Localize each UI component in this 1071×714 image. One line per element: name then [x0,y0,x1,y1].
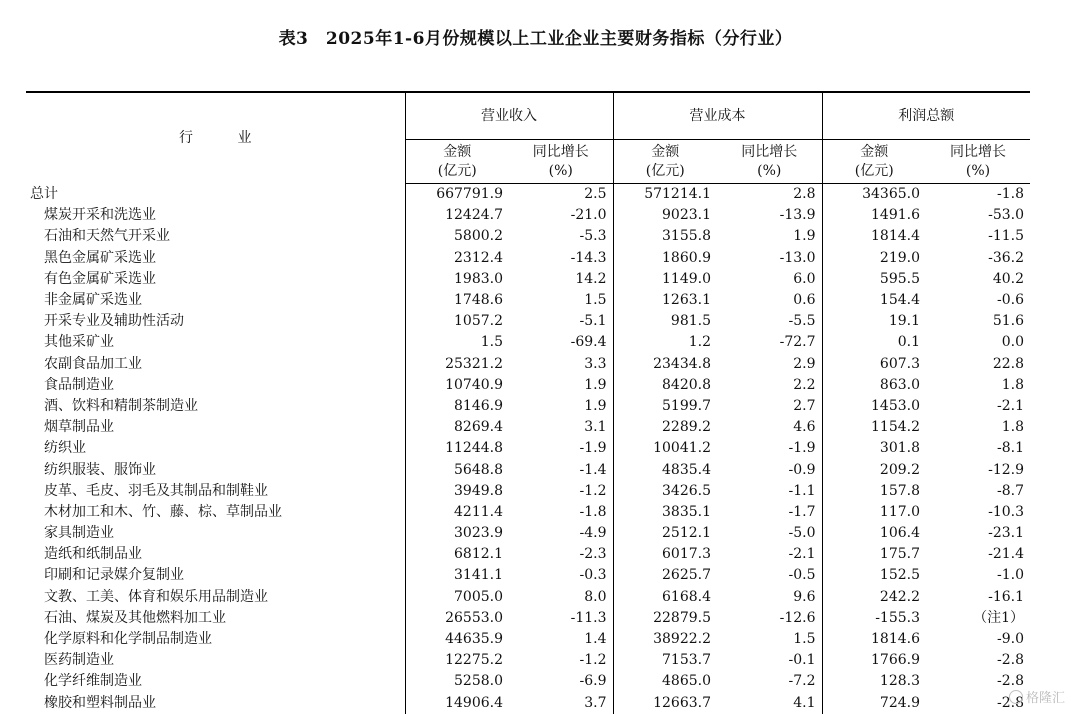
table-row [26,544,1030,565]
revenue-amount-cell: 3141.1 [405,565,509,586]
cost-amount-cell: 2512.1 [613,523,717,544]
profit-growth-cell: -2.1 [997,397,1024,414]
table-title: 表3 2025年1-6月份规模以上工业企业主要财务指标（分行业） [278,29,793,49]
revenue-amount-cell: 2312.4 [405,248,509,269]
profit-amount-cell: 607.3 [822,354,926,375]
revenue-growth-cell: -1.4 [579,461,607,478]
cost-growth-cell: 2.8 [793,186,816,203]
table-row [26,396,1030,417]
industry-name-cell: 总计 [30,185,58,202]
industry-name-cell: 皮革、毛皮、羽毛及其制品和制鞋业 [44,482,268,499]
industry-name-cell: 开采专业及辅助性活动 [44,313,184,330]
profit-amount-cell: 106.4 [822,523,926,544]
table-row [26,375,1030,396]
revenue-amount-cell: 1.5 [405,332,509,353]
revenue-growth-cell: 1.4 [584,631,607,648]
revenue-growth-cell: -1.8 [579,503,607,520]
cost-growth-cell: -5.5 [788,313,816,330]
table-row [26,205,1030,226]
revenue-amount-cell: 5800.2 [405,226,509,247]
industry-name-cell: 化学原料和化学制品制造业 [44,631,212,648]
revenue-growth-header: 同比增长 (%) [509,140,613,184]
cost-amount-cell: 571214.1 [613,184,717,206]
industry-name-cell: 酒、饮料和精制茶制造业 [44,397,198,414]
revenue-growth-cell: -5.3 [579,228,607,245]
industry-name-cell: 食品制造业 [44,376,114,393]
industry-name-cell: 橡胶和塑料制品业 [44,694,156,711]
revenue-amount-cell: 26553.0 [405,608,509,629]
cost-amount-cell: 1263.1 [613,290,717,311]
cost-growth-cell: -13.0 [779,249,816,266]
revenue-growth-cell: -1.2 [579,482,607,499]
cost-amount-cell: 3426.5 [613,481,717,502]
revenue-amount-cell: 3949.8 [405,481,509,502]
profit-growth-cell: 1.8 [1001,419,1024,436]
profit-amount-cell: 1814.4 [822,226,926,247]
revenue-growth-cell: -2.3 [579,546,607,563]
table-row [26,269,1030,290]
cost-growth-cell: 0.6 [793,292,816,309]
table-row [26,523,1030,544]
cost-growth-cell: -1.1 [788,482,816,499]
profit-growth-cell: 1.8 [1001,376,1024,393]
cost-growth-cell: 6.0 [793,270,816,287]
cost-growth-cell: 2.7 [793,397,816,414]
revenue-growth-cell: -5.1 [579,313,607,330]
revenue-growth-cell: -0.3 [579,567,607,584]
industry-name-cell: 造纸和纸制品业 [44,546,142,563]
revenue-growth-cell: 14.2 [575,270,607,287]
revenue-amount-cell: 3023.9 [405,523,509,544]
revenue-growth-cell: -6.9 [579,673,607,690]
cost-amount-cell: 8420.8 [613,375,717,396]
profit-amount-cell: 19.1 [822,311,926,332]
cost-growth-cell: -0.1 [788,652,816,669]
profit-growth-cell: -21.4 [988,546,1024,563]
industry-name-cell: 其他采矿业 [44,334,114,351]
profit-growth-cell: -2.8 [997,694,1024,711]
revenue-growth-cell: -11.3 [570,609,607,626]
profit-amount-cell: 724.9 [822,693,926,714]
revenue-growth-cell: -14.3 [570,249,607,266]
cost-growth-cell: 1.5 [793,631,816,648]
cost-growth-cell: -13.9 [779,207,816,224]
revenue-amount-cell: 44635.9 [405,629,509,650]
profit-amount-cell: 1154.2 [822,417,926,438]
cost-amount-cell: 1149.0 [613,269,717,290]
industry-column-header: 行 业 [26,92,405,184]
cost-amount-cell: 4865.0 [613,671,717,692]
profit-growth-cell: -0.6 [997,292,1024,309]
table-row [26,226,1030,247]
cost-amount-cell: 7153.7 [613,650,717,671]
revenue-growth-cell: 1.9 [584,376,607,393]
cost-growth-cell: 2.9 [793,355,816,372]
profit-amount-cell: 1814.6 [822,629,926,650]
industry-name-cell: 石油和天然气开采业 [44,228,170,245]
cost-growth-cell: -1.9 [788,440,816,457]
table-row [26,502,1030,523]
profit-amount-cell: 1766.9 [822,650,926,671]
cost-amount-cell: 1860.9 [613,248,717,269]
cost-amount-cell: 22879.5 [613,608,717,629]
profit-amount-header: 金额 (亿元) [822,140,926,184]
cost-amount-header: 金额 (亿元) [613,140,717,184]
cost-amount-cell: 6168.4 [613,587,717,608]
cost-group-header: 营业成本 [613,92,822,140]
table-row [26,417,1030,438]
profit-amount-cell: 1491.6 [822,205,926,226]
revenue-growth-cell: -1.9 [579,440,607,457]
table-row [26,671,1030,692]
revenue-amount-cell: 14906.4 [405,693,509,714]
profit-growth-cell: 0.0 [1001,334,1024,351]
cost-growth-cell: -5.0 [788,525,816,542]
revenue-amount-cell: 1983.0 [405,269,509,290]
industry-name-cell: 医药制造业 [44,652,114,669]
profit-amount-cell: 209.2 [822,459,926,480]
revenue-amount-cell: 8269.4 [405,417,509,438]
table-row [26,650,1030,671]
revenue-amount-cell: 667791.9 [405,184,509,206]
financial-indicators-table [26,91,1030,714]
table-row [26,290,1030,311]
industry-name-cell: 烟草制品业 [44,419,114,436]
profit-growth-cell: -10.3 [988,503,1024,520]
profit-growth-cell: -11.5 [988,228,1024,245]
revenue-growth-cell: 3.3 [584,355,607,372]
profit-growth-cell: -1.0 [997,567,1024,584]
profit-growth-cell: 51.6 [992,313,1024,330]
cost-growth-cell: -12.6 [779,609,816,626]
table-body [26,184,1030,714]
revenue-growth-cell: 3.1 [584,419,607,436]
profit-growth-cell: -8.7 [997,482,1024,499]
revenue-group-header: 营业收入 [405,92,613,140]
table-row-total [26,184,1030,206]
profit-growth-cell: -8.1 [997,440,1024,457]
cost-growth-cell: -7.2 [788,673,816,690]
revenue-growth-cell: 1.9 [584,397,607,414]
cost-growth-cell: 2.2 [793,376,816,393]
profit-amount-cell: 863.0 [822,375,926,396]
revenue-growth-cell: 3.7 [584,694,607,711]
revenue-amount-cell: 5648.8 [405,459,509,480]
revenue-amount-cell: 6812.1 [405,544,509,565]
profit-group-header: 利润总额 [822,92,1030,140]
industry-name-cell: 化学纤维制造业 [44,673,142,690]
profit-amount-cell: 1453.0 [822,396,926,417]
table-row [26,332,1030,353]
profit-amount-cell: 595.5 [822,269,926,290]
revenue-amount-cell: 25321.2 [405,354,509,375]
revenue-growth-cell: -69.4 [570,334,607,351]
industry-name-cell: 印刷和记录媒介复制业 [44,567,184,584]
profit-growth-cell: -2.8 [997,673,1024,690]
revenue-growth-cell: -21.0 [570,207,607,224]
revenue-amount-header: 金额 (亿元) [405,140,509,184]
profit-growth-cell: -36.2 [988,249,1024,266]
cost-amount-cell: 1.2 [613,332,717,353]
profit-growth-cell: -2.8 [997,652,1024,669]
profit-growth-cell: -53.0 [988,207,1024,224]
profit-amount-cell: 128.3 [822,671,926,692]
table-row [26,565,1030,586]
cost-amount-cell: 2289.2 [613,417,717,438]
industry-name-cell: 煤炭开采和洗选业 [44,207,156,224]
revenue-growth-cell: 1.5 [584,292,607,309]
profit-growth-cell: （注1） [973,609,1024,626]
revenue-amount-cell: 12424.7 [405,205,509,226]
table-row [26,587,1030,608]
cost-growth-cell: -72.7 [779,334,816,351]
watermark-text: 格隆汇 [1025,691,1065,706]
revenue-amount-cell: 1748.6 [405,290,509,311]
revenue-amount-cell: 10740.9 [405,375,509,396]
profit-amount-cell: 301.8 [822,438,926,459]
revenue-amount-cell: 4211.4 [405,502,509,523]
revenue-amount-cell: 8146.9 [405,396,509,417]
table-row [26,693,1030,714]
profit-amount-cell: -155.3 [822,608,926,629]
industry-name-cell: 有色金属矿采选业 [44,270,156,287]
cost-amount-cell: 12663.7 [613,693,717,714]
profit-growth-cell: -16.1 [988,588,1024,605]
profit-growth-cell: -12.9 [988,461,1024,478]
cost-growth-header: 同比增长 (%) [717,140,822,184]
cost-amount-cell: 38922.2 [613,629,717,650]
cost-amount-cell: 2625.7 [613,565,717,586]
industry-name-cell: 黑色金属矿采选业 [44,249,156,266]
profit-amount-cell: 34365.0 [822,184,926,206]
revenue-growth-cell: -4.9 [579,525,607,542]
profit-growth-cell: 22.8 [992,355,1024,372]
revenue-growth-cell: 8.0 [584,588,607,605]
profit-amount-cell: 154.4 [822,290,926,311]
profit-growth-cell: -1.8 [997,186,1024,203]
profit-amount-cell: 152.5 [822,565,926,586]
cost-growth-cell: -0.9 [788,461,816,478]
profit-amount-cell: 117.0 [822,502,926,523]
industry-name-cell: 纺织业 [44,440,86,457]
profit-growth-cell: -23.1 [988,525,1024,542]
cost-growth-cell: 4.1 [793,694,816,711]
industry-name-cell: 家具制造业 [44,525,114,542]
cost-growth-cell: -1.7 [788,503,816,520]
cost-amount-cell: 5199.7 [613,396,717,417]
revenue-growth-cell: 2.5 [584,186,607,203]
table-row [26,481,1030,502]
industry-name-cell: 石油、煤炭及其他燃料加工业 [44,609,226,626]
cost-growth-cell: -0.5 [788,567,816,584]
cost-growth-cell: -2.1 [788,546,816,563]
watermark-logo-icon [1009,690,1023,704]
profit-amount-cell: 157.8 [822,481,926,502]
cost-amount-cell: 4835.4 [613,459,717,480]
revenue-amount-cell: 12275.2 [405,650,509,671]
profit-amount-cell: 219.0 [822,248,926,269]
cost-growth-cell: 1.9 [793,228,816,245]
revenue-growth-cell: -1.2 [579,652,607,669]
cost-amount-cell: 23434.8 [613,354,717,375]
table-row [26,248,1030,269]
profit-amount-cell: 242.2 [822,587,926,608]
profit-amount-cell: 175.7 [822,544,926,565]
cost-amount-cell: 3835.1 [613,502,717,523]
profit-growth-cell: -9.0 [997,631,1024,648]
cost-amount-cell: 9023.1 [613,205,717,226]
profit-amount-cell: 0.1 [822,332,926,353]
watermark [1009,687,1065,706]
industry-name-cell: 农副食品加工业 [44,355,142,372]
industry-name-cell: 木材加工和木、竹、藤、棕、草制品业 [44,503,282,520]
revenue-amount-cell: 5258.0 [405,671,509,692]
industry-name-cell: 非金属矿采选业 [44,292,142,309]
revenue-amount-cell: 7005.0 [405,587,509,608]
industry-name-cell: 纺织服装、服饰业 [44,461,156,478]
cost-amount-cell: 10041.2 [613,438,717,459]
cost-growth-cell: 9.6 [793,588,816,605]
cost-growth-cell: 4.6 [793,419,816,436]
industry-name-cell: 文教、工美、体育和娱乐用品制造业 [44,588,268,605]
revenue-amount-cell: 1057.2 [405,311,509,332]
cost-amount-cell: 6017.3 [613,544,717,565]
table-row [26,438,1030,459]
table-row [26,629,1030,650]
cost-amount-cell: 3155.8 [613,226,717,247]
profit-growth-cell: 40.2 [992,270,1024,287]
table-row [26,354,1030,375]
cost-amount-cell: 981.5 [613,311,717,332]
revenue-amount-cell: 11244.8 [405,438,509,459]
table-row [26,459,1030,480]
table-row [26,311,1030,332]
table-row [26,608,1030,629]
profit-growth-header: 同比增长 (%) [926,140,1030,184]
